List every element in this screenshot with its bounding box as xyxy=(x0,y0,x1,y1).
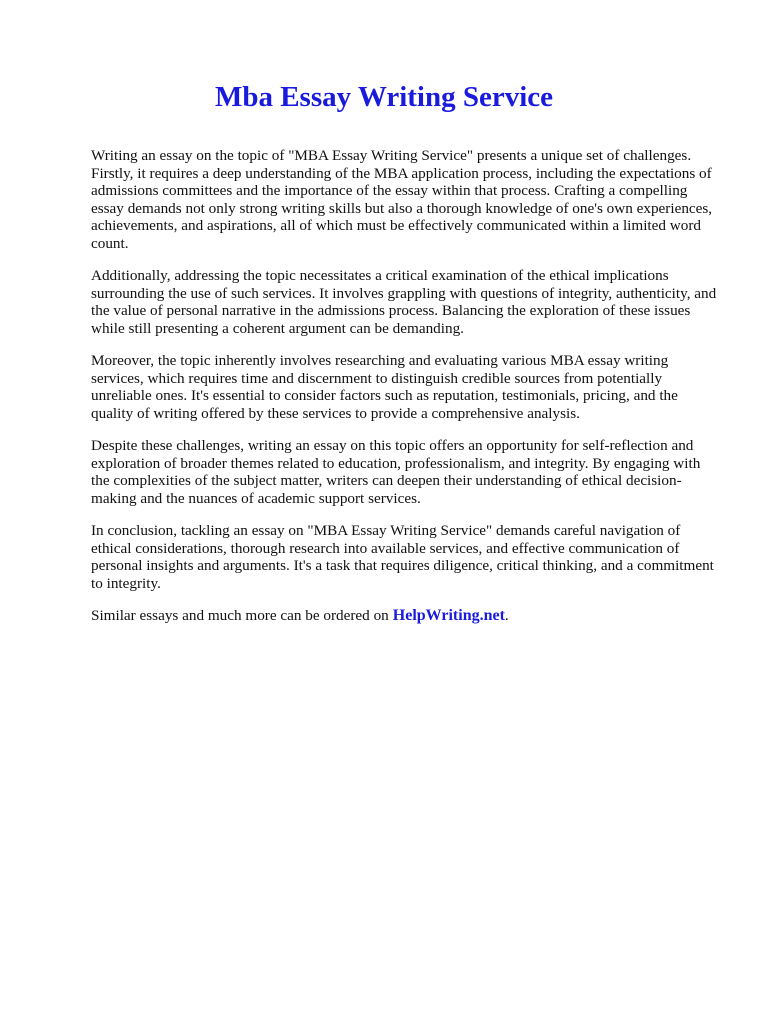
footer-period: . xyxy=(504,607,509,625)
essay-body xyxy=(91,147,721,639)
helpwriting-link[interactable]: HelpWriting.net xyxy=(392,607,505,625)
page-title: Mba Essay Writing Service xyxy=(214,81,554,113)
footer-text: Similar essays and much more can be ordered on xyxy=(91,607,389,625)
paragraph-4: Despite these challenges, writing an essay on this topic offers an opportunity for self-reflection and exploration of broader themes related to education, professionalism, and integrity. By engaging with the complexities of the subject matter, writers can deepen their understanding of ethical decision-making and the nuances of academic support services. xyxy=(91,437,701,507)
footer-line xyxy=(91,607,721,625)
paragraph-2: Additionally, addressing the topic necessitates a critical examination of the ethical implications surrounding the use of such services. It involves grappling with questions of integrity, authenticity, and the value of personal narrative in the admissions process. Balancing the exploration of these issues while still presenting a coherent argument can be demanding. xyxy=(91,267,717,337)
paragraph-5: In conclusion, tackling an essay on "MBA Essay Writing Service" demands careful navigation of ethical considerations, thorough research into available services, and effective communication of personal insights and arguments. It's a task that requires diligence, critical thinking, and a commitment to integrity. xyxy=(91,522,714,592)
paragraph-3: Moreover, the topic inherently involves researching and evaluating various MBA essay writing services, which requires time and discernment to distinguish credible sources from potentially unreliable ones. It's essential to consider factors such as reputation, testimonials, pricing, and the quality of writing offered by these services to provide a comprehensive analysis. xyxy=(91,352,678,422)
paragraph-1: Writing an essay on the topic of "MBA Essay Writing Service" presents a unique set of challenges. Firstly, it requires a deep understanding of the MBA application process, including the expectations of admissions committees and the importance of the essay within that process. Crafting a compelling essay demands not only strong writing skills but also a thorough knowledge of one's own experiences, achievements, and aspirations, all of which must be effectively communicated within a limited word count. xyxy=(91,147,713,252)
